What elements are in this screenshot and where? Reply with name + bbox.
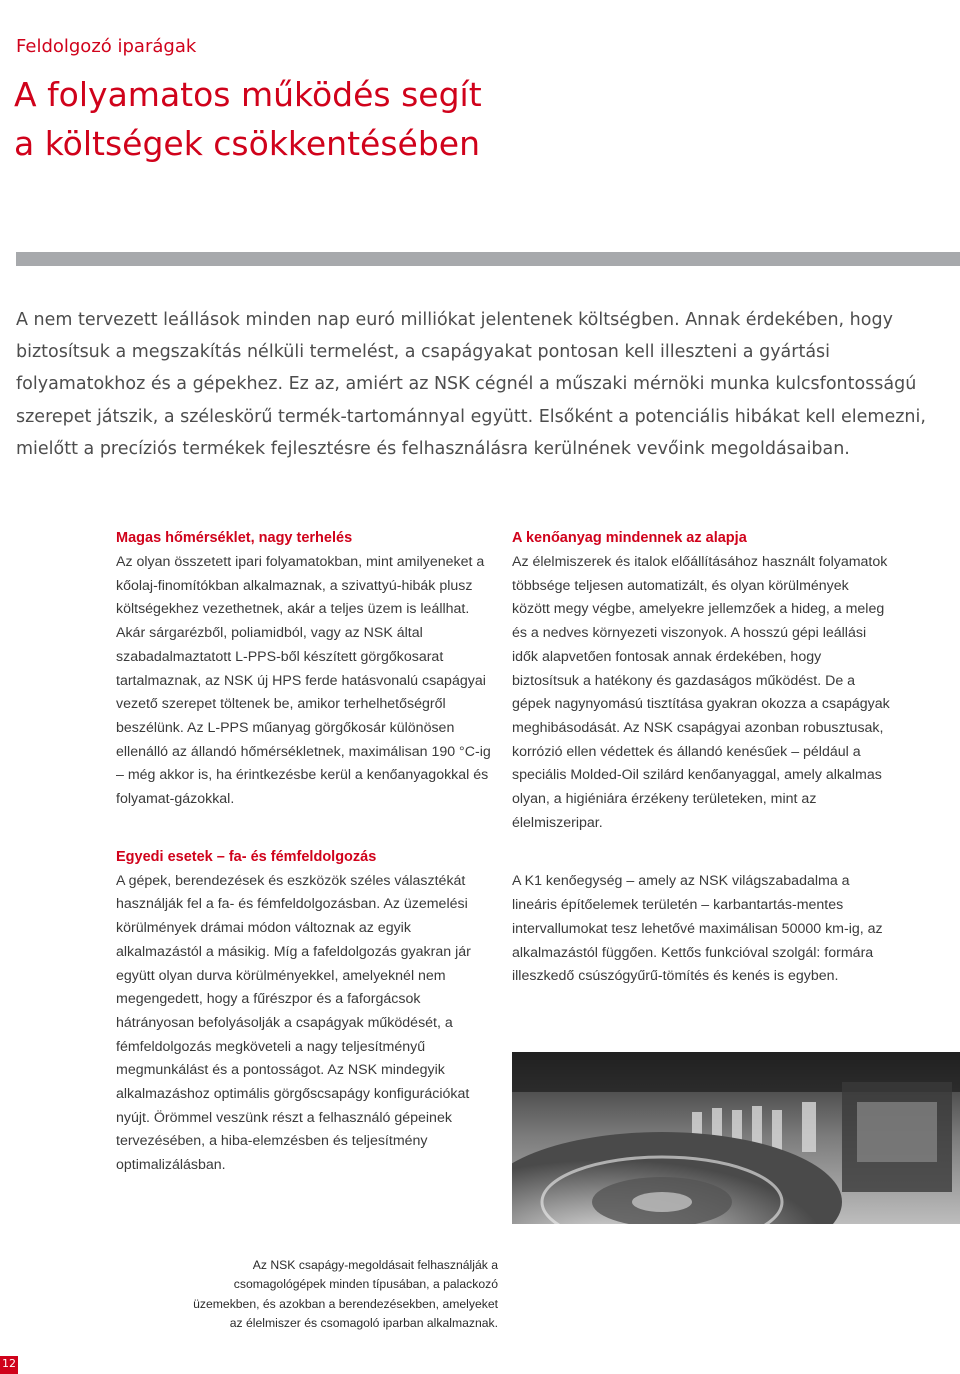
page-number: 12 (2, 1357, 16, 1370)
section-heading-high-temperature: Magas hőmérséklet, nagy terhelés (116, 530, 353, 546)
intro-paragraph: A nem tervezett leállások minden nap euró milliókat jelentenek költségben. Annak érdekében, hogy biztosítsuk a megszakítás nélküli termelést, a csapágyakat pontosan kell illeszteni a gyártási folyamatokhoz és a gépekhez. Ez az, amiért az NSK cégnél a műszaki mérnöki munka kulcsfontosságú szerepet játszik, a széleskörű termék-tartománnyal együtt. Elsőként a potenciális hibákat kell elemezni, mielőtt a precíziós termékek fejlesztésre és felhasználásra kerülnének vevőink megoldásaiban. (16, 310, 926, 459)
section-body-k1-unit: A K1 kenőegység – amely az NSK világszabadalma a lineáris építőelemek területén – karbantartás-mentes intervallumokat tesz lehetővé maximálisan 50000 km-ig, az alkalmazástól függően. Kettős funkcióval szolgál: formára illeszkedő csúszógyűrű-tömítés és kenés is egyben. (512, 873, 883, 985)
photo-caption: Az NSK csapágy-megoldásait felhasználják a csomagológépek minden típusában, a palackozó üzemekben, és azokban a berendezésekben, amelyeket az élelmiszer és csomagoló iparban alkalmaznak. (193, 1258, 498, 1330)
section-body-lubricant: Az élelmiszerek és italok előállításához használt folyamatok többsége teljesen automatizált, és olyan körülmények között megy végbe, amelyekre jellemzőek a hideg, a meleg és a nedves környezeti viszonyok. A hosszú gépi leállási idők alapvetően fontosak annak érdekében, hogy biztosítsuk a hatékony és gazdaságos működést. De a gépek nagynyomású tisztítása gyakran okozza a csapágyak meghibásodását. Az NSK csapágyai azonban robusztusak, korrózió ellen védettek és állandó kenésűek – például a speciális Molded-Oil szilárd kenőanyaggal, amely alkalmas olyan, a higiéniára érzékeny területeken, mint az élelmiszeripar. (512, 554, 890, 831)
section-spacer (116, 812, 494, 846)
packaging-machine-illustration (512, 1052, 960, 1224)
left-column (116, 527, 494, 1178)
paragraph-spacer (512, 835, 890, 870)
section-heading-lubricant: A kenőanyag mindennek az alapja (512, 530, 747, 546)
page-title-line-2: a költségek csökkentésében (14, 124, 480, 163)
section-kicker: Feldolgozó iparágak (16, 36, 197, 57)
header-divider (16, 252, 960, 266)
page-title (14, 70, 914, 168)
section-body-wood-metal: A gépek, berendezések és eszközök széles választékát használják fel a fa- és fémfeldolgozásban. Az üzemelési körülmények drámai módon változnak az egyik alkalmazástól a másikig. Míg a fafeldolgozás gyakran jár együtt olyan durva körülményekkel, amelyeknél nem megengedett, hogy a fűrészpor és a faforgácsok hátrányosan befolyásolják a csapágyak működését, a fémfeldolgozás megköveteli a nagy teljesítményű megmunkálást és a pontosságot. Az NSK mindegyik alkalmazáshoz optimális görgőscsapágy konfigurációkat nyújt. Örömmel veszünk részt a felhasználó gépeinek tervezésében, a hiba-elemzésben és teljesítmény optimalizálásban. (116, 872, 471, 1174)
page-title-line-1: A folyamatos működés segít (14, 75, 482, 114)
right-column (512, 527, 890, 989)
section-heading-wood-metal: Egyedi esetek – fa- és fémfeldolgozás (116, 848, 377, 865)
section-body-high-temperature: Az olyan összetett ipari folyamatokban, mint amilyeneket a kőolaj-finomítókban alkalmaznak, a szivattyú-hibák plusz költségekhez vezethetnek, akár a teljes üzem is leállhat. Akár sárgarézből, poliamidból, vagy az NSK által szabadalmaztatott L-PPS-ből készített görgőkosarat tartalmaznak, az NSK új HPS ferde hatásvonalú csapágyai vezető szerepet töltenek be, amikor terhelhetőségről beszélünk. Az L-PPS műanyag görgőkosár különösen ellenálló az állandó hőmérsékletnek, maximálisan 190 °C-ig – még akkor is, ha érintkezésbe kerül a kenőanyagokkal és folyamat-gázokkal. (116, 554, 491, 808)
packaging-machine-photo (512, 1052, 960, 1224)
